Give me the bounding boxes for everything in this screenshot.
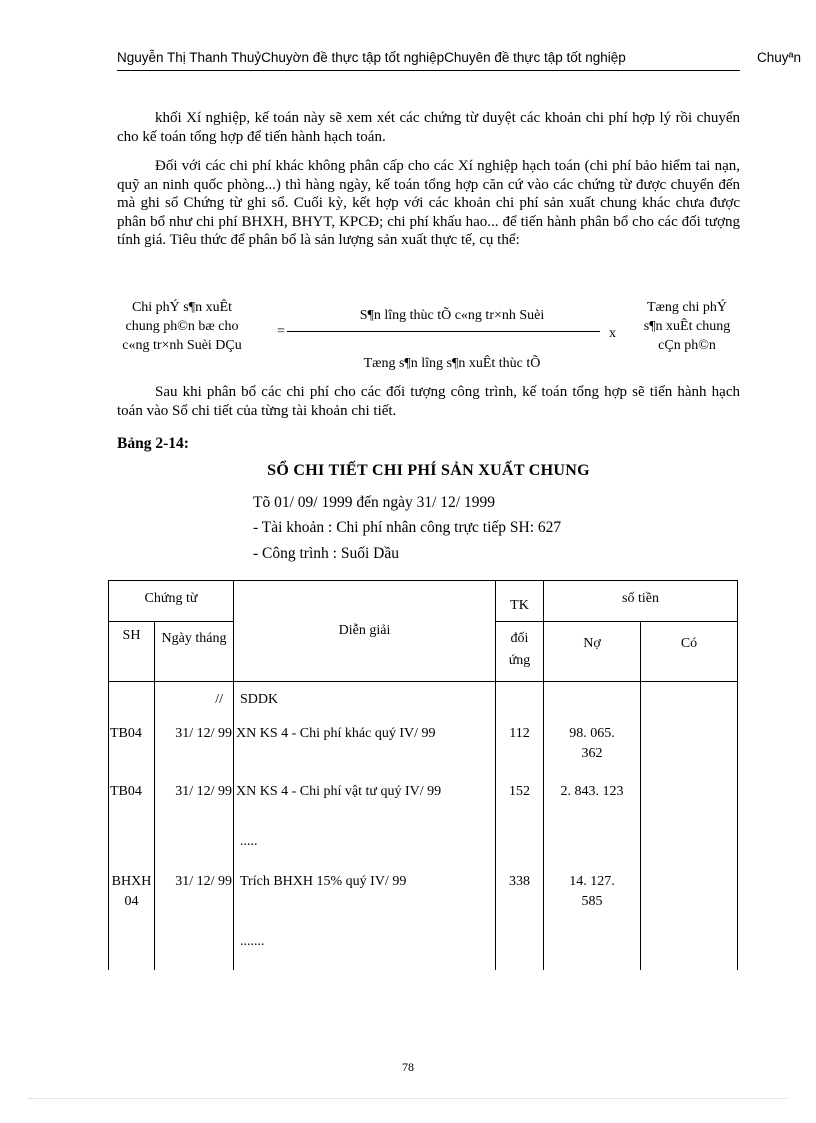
table-label: Bảng 2-14:	[117, 435, 189, 452]
page-header	[117, 50, 816, 72]
allocation-formula	[117, 298, 740, 374]
cell-tk: 338	[496, 866, 544, 926]
formula-equals: =	[277, 324, 285, 339]
page-number: 78	[402, 1060, 414, 1074]
cell-date: 31/ 12/ 99	[155, 866, 234, 926]
project-line: - Công trình : Suối Dầu	[253, 545, 399, 562]
cell-sh: TB04	[109, 776, 155, 826]
cell-tk	[496, 682, 544, 718]
cell-description: SDDK	[234, 682, 496, 718]
header-left-text: Nguyễn Thị Thanh ThuỷChuyờn đề thực tập tốt nghiệpChuyên đề thực tập tốt nghiệp	[117, 50, 626, 65]
cell-date: //	[155, 682, 234, 718]
cell-debit	[544, 826, 641, 866]
cell-description: XN KS 4 - Chi phí khác quý IV/ 99	[234, 718, 496, 776]
account-line: - Tài khoản : Chi phí nhân công trực tiếp SH: 627	[253, 519, 562, 536]
formula-fraction-bar	[287, 331, 600, 332]
header-sh: SH	[109, 622, 155, 682]
header-voucher: Chứng từ	[109, 581, 234, 622]
header-amount: số tiền	[544, 581, 738, 622]
header-description: Diễn giải	[234, 581, 496, 682]
document-title: SỔ CHI TIẾT CHI PHÍ SẢN XUẤT CHUNG	[267, 462, 590, 479]
paragraph-1	[117, 109, 740, 146]
cell-date: 31/ 12/ 99	[155, 776, 234, 826]
table-row	[109, 776, 738, 826]
cell-credit	[641, 866, 738, 926]
cell-debit: 14. 127. 585	[544, 866, 641, 926]
cell-sh	[109, 826, 155, 866]
cell-debit: 98. 065. 362	[544, 718, 641, 776]
formula-times: x	[609, 326, 616, 341]
header-tk: TK	[510, 598, 529, 613]
header-tk-bottom: đối ứng	[496, 622, 544, 682]
formula-numerator: S¶n lîng thùc tÕ c«ng tr×nh Suèi	[359, 308, 545, 323]
cell-tk: 112	[496, 718, 544, 776]
paragraph-3	[117, 383, 740, 420]
cell-debit	[544, 926, 641, 970]
header-right-text: Chuyªn	[757, 50, 802, 65]
header-debit: Nợ	[544, 622, 641, 682]
period-line: Tõ 01/ 09/ 1999 đến ngày 31/ 12/ 1999	[253, 494, 495, 511]
cell-credit	[641, 826, 738, 866]
cell-debit: 2. 843. 123	[544, 776, 641, 826]
table-row	[109, 718, 738, 776]
table-row	[109, 926, 738, 970]
cell-tk	[496, 826, 544, 866]
formula-left-term: Chi phÝ s¶n xuÊt chung ph©n bæ cho c«ng tr×nh Suèi DÇu	[122, 300, 242, 353]
cell-credit	[641, 682, 738, 718]
cell-description: .....	[234, 826, 496, 866]
cell-date: 31/ 12/ 99	[155, 718, 234, 776]
ledger-table	[108, 580, 738, 970]
cell-description: XN KS 4 - Chi phí vật tư quý IV/ 99	[234, 776, 496, 826]
cell-date	[155, 826, 234, 866]
cell-sh	[109, 926, 155, 970]
cell-description: Trích BHXH 15% quý IV/ 99	[234, 866, 496, 926]
cell-sh: BHXH04	[109, 866, 155, 926]
cell-date	[155, 926, 234, 970]
cell-tk	[496, 926, 544, 970]
header-credit: Có	[641, 622, 738, 682]
cell-credit	[641, 776, 738, 826]
paragraph-2	[117, 157, 740, 250]
page-bottom-rule	[28, 1098, 788, 1099]
formula-right-term: Tæng chi phÝ s¶n xuÊt chung cÇn ph©n	[643, 300, 731, 353]
cell-debit	[544, 682, 641, 718]
table-row	[109, 826, 738, 866]
paragraph-3-text: Sau khi phân bổ các chi phí cho các đối tượng công trình, kế toán tổng hợp sẽ tiến hành hạch toán vào Sổ chi tiết của từng tài khoản chi tiết.	[117, 384, 740, 419]
cell-sh	[109, 682, 155, 718]
paragraph-1-text: khối Xí nghiệp, kế toán này sẽ xem xét các chứng từ duyệt các khoản chi phí hợp lý rồi chuyển cho kế toán tổng hợp để tiến hành hạch toán.	[117, 110, 740, 145]
cell-tk: 152	[496, 776, 544, 826]
paragraph-2-text: Đối với các chi phí khác không phân cấp cho các Xí nghiệp hạch toán (chi phí bảo hiểm tai nạn, quỹ an ninh quốc phòng...) thì hàng ngày, kế toán tổng hợp căn cứ vào các chứng từ được chuyển đến mà ghi sổ Chứng từ ghi sổ. Cuối kỳ, kết hợp với các khoản chi phí sản xuất chung khác chưa được phân bổ như chi phí BHXH, BHYT, KPCĐ; chi phí khấu hao... để tiến hành phân bổ cho các đối tượng tính giá. Tiêu thức để phân bổ là sản lượng sản xuất thực tế, cụ thể:	[117, 158, 740, 248]
formula-denominator: Tæng s¶n lîng s¶n xuÊt thùc tÕ	[363, 356, 541, 371]
cell-credit	[641, 718, 738, 776]
table-row	[109, 866, 738, 926]
cell-sh: TB04	[109, 718, 155, 776]
header-rule	[117, 70, 740, 71]
cell-credit	[641, 926, 738, 970]
cell-description: .......	[234, 926, 496, 970]
header-date: Ngày tháng	[155, 622, 234, 682]
table-row	[109, 682, 738, 718]
header-tk-top	[496, 581, 544, 622]
